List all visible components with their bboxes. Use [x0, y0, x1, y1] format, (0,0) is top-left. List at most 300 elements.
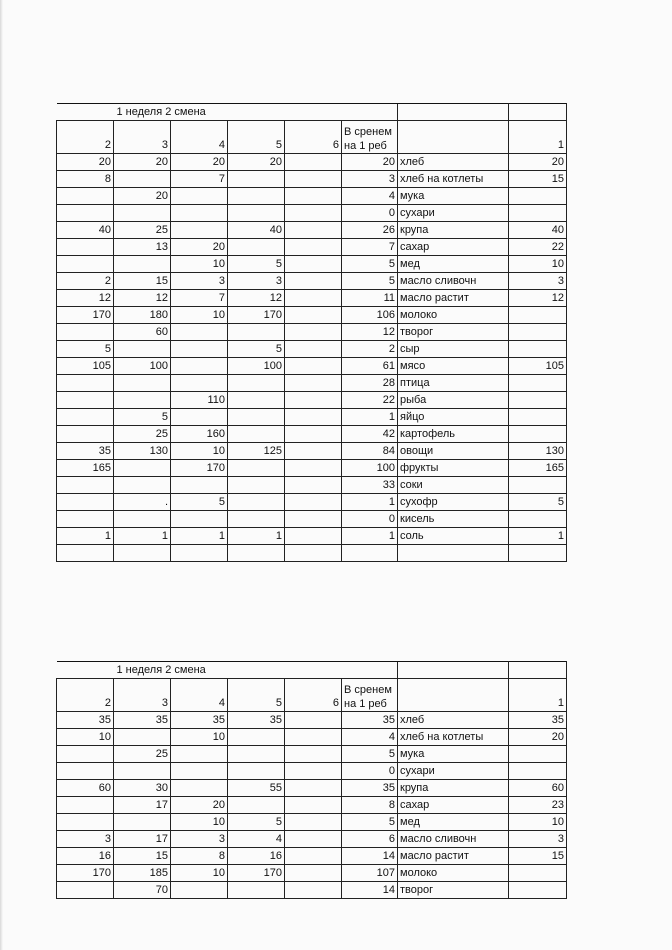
quantity-cell — [228, 239, 285, 256]
quantity-cell — [285, 256, 342, 273]
quantity-cell — [114, 477, 171, 494]
header-average-per-child: В сренем на 1 реб — [342, 121, 398, 154]
quantity-cell: 3 — [509, 273, 567, 290]
product-name-cell: молоко — [398, 307, 509, 324]
header-day-2: 2 — [57, 121, 114, 154]
quantity-cell: 3 — [171, 273, 228, 290]
quantity-cell — [228, 511, 285, 528]
quantity-cell — [228, 545, 285, 562]
header-day-5: 5 — [228, 679, 285, 712]
quantity-cell — [57, 797, 114, 814]
product-name-cell: крупа — [398, 780, 509, 797]
quantity-cell — [228, 460, 285, 477]
quantity-cell: 16 — [57, 848, 114, 865]
quantity-cell: 10 — [171, 443, 228, 460]
quantity-cell: 12 — [509, 290, 567, 307]
quantity-cell — [285, 477, 342, 494]
table-row — [57, 545, 567, 562]
product-name-cell: творог — [398, 324, 509, 341]
table-row — [57, 154, 567, 171]
quantity-cell: 55 — [228, 780, 285, 797]
quantity-cell — [285, 494, 342, 511]
menu-table-1 — [56, 103, 567, 562]
quantity-cell: 20 — [509, 154, 567, 171]
quantity-cell — [509, 477, 567, 494]
table-row — [57, 273, 567, 290]
average-cell: 106 — [342, 307, 398, 324]
header-day-6: 6 — [285, 679, 342, 712]
quantity-cell — [171, 188, 228, 205]
quantity-cell — [509, 324, 567, 341]
quantity-cell: 170 — [171, 460, 228, 477]
quantity-cell — [171, 882, 228, 899]
quantity-cell — [285, 528, 342, 545]
quantity-cell: 23 — [509, 797, 567, 814]
average-cell: 84 — [342, 443, 398, 460]
header-day-5: 5 — [228, 121, 285, 154]
quantity-cell — [285, 426, 342, 443]
quantity-cell — [171, 763, 228, 780]
quantity-cell: 22 — [509, 239, 567, 256]
quantity-cell: 10 — [57, 729, 114, 746]
product-name-cell: масло сливочн — [398, 831, 509, 848]
quantity-cell: 10 — [171, 814, 228, 831]
table-row — [57, 341, 567, 358]
quantity-cell: 170 — [228, 865, 285, 882]
table-row — [57, 324, 567, 341]
table-row — [57, 222, 567, 239]
quantity-cell: 3 — [509, 831, 567, 848]
quantity-cell — [57, 477, 114, 494]
average-cell: 100 — [342, 460, 398, 477]
quantity-cell: 60 — [509, 780, 567, 797]
quantity-cell: 40 — [228, 222, 285, 239]
quantity-cell: 105 — [509, 358, 567, 375]
header-product — [398, 679, 509, 712]
product-name-cell: кисель — [398, 511, 509, 528]
average-cell: 61 — [342, 358, 398, 375]
quantity-cell — [114, 511, 171, 528]
quantity-cell: 35 — [57, 443, 114, 460]
quantity-cell: 10 — [171, 865, 228, 882]
quantity-cell: 15 — [509, 848, 567, 865]
quantity-cell — [285, 358, 342, 375]
header-day-3: 3 — [114, 121, 171, 154]
table-row — [57, 882, 567, 899]
quantity-cell: 100 — [228, 358, 285, 375]
average-cell: 2 — [342, 341, 398, 358]
average-cell: 5 — [342, 814, 398, 831]
quantity-cell: 20 — [57, 154, 114, 171]
quantity-cell: 10 — [171, 256, 228, 273]
title-blank-cell — [398, 662, 509, 679]
quantity-cell: 165 — [57, 460, 114, 477]
product-name-cell: овощи — [398, 443, 509, 460]
table-row — [57, 511, 567, 528]
quantity-cell — [228, 763, 285, 780]
quantity-cell: 20 — [171, 154, 228, 171]
quantity-cell — [285, 324, 342, 341]
quantity-cell — [509, 307, 567, 324]
quantity-cell: 35 — [114, 712, 171, 729]
quantity-cell — [228, 494, 285, 511]
product-name-cell: сухари — [398, 205, 509, 222]
quantity-cell — [57, 494, 114, 511]
header-day-2: 2 — [57, 679, 114, 712]
quantity-cell — [57, 375, 114, 392]
product-name-cell: яйцо — [398, 409, 509, 426]
quantity-cell: 35 — [509, 712, 567, 729]
table-row — [57, 443, 567, 460]
table-row — [57, 494, 567, 511]
table-row — [57, 188, 567, 205]
quantity-cell: 1 — [171, 528, 228, 545]
product-name-cell: молоко — [398, 865, 509, 882]
quantity-cell: 5 — [228, 814, 285, 831]
quantity-cell: 10 — [171, 307, 228, 324]
quantity-cell — [285, 375, 342, 392]
quantity-cell: 110 — [171, 392, 228, 409]
quantity-cell — [285, 814, 342, 831]
quantity-cell: 35 — [57, 712, 114, 729]
product-name-cell: крупа — [398, 222, 509, 239]
table-row — [57, 712, 567, 729]
quantity-cell: 170 — [57, 865, 114, 882]
average-cell: 3 — [342, 171, 398, 188]
quantity-cell — [228, 188, 285, 205]
quantity-cell: 3 — [171, 831, 228, 848]
table-row — [57, 729, 567, 746]
quantity-cell: 1 — [228, 528, 285, 545]
header-day-4: 4 — [171, 121, 228, 154]
quantity-cell — [171, 409, 228, 426]
table-row — [57, 780, 567, 797]
quantity-cell — [285, 239, 342, 256]
quantity-cell — [509, 763, 567, 780]
quantity-cell: 10 — [509, 256, 567, 273]
title-blank-cell — [342, 104, 398, 121]
product-name-cell: сыр — [398, 341, 509, 358]
table-row — [57, 239, 567, 256]
quantity-cell: 12 — [57, 290, 114, 307]
table-row — [57, 256, 567, 273]
average-cell: 11 — [342, 290, 398, 307]
quantity-cell — [228, 392, 285, 409]
average-cell: 14 — [342, 848, 398, 865]
table-row — [57, 746, 567, 763]
average-cell: 35 — [342, 780, 398, 797]
average-cell: 4 — [342, 188, 398, 205]
quantity-cell — [57, 409, 114, 426]
product-name-cell: соль — [398, 528, 509, 545]
quantity-cell — [57, 426, 114, 443]
quantity-cell — [57, 188, 114, 205]
quantity-cell: 5 — [228, 341, 285, 358]
table-row — [57, 290, 567, 307]
average-cell: 28 — [342, 375, 398, 392]
quantity-cell: 17 — [114, 831, 171, 848]
product-name-cell: масло растит — [398, 848, 509, 865]
quantity-cell: 40 — [57, 222, 114, 239]
quantity-cell: 2 — [57, 273, 114, 290]
quantity-cell: 5 — [114, 409, 171, 426]
quantity-cell — [114, 256, 171, 273]
quantity-cell — [285, 154, 342, 171]
product-name-cell: мука — [398, 746, 509, 763]
title-blank-cell — [398, 104, 509, 121]
quantity-cell — [57, 239, 114, 256]
average-cell: 107 — [342, 865, 398, 882]
quantity-cell — [285, 780, 342, 797]
quantity-cell: 12 — [228, 290, 285, 307]
quantity-cell: 60 — [57, 780, 114, 797]
quantity-cell — [509, 392, 567, 409]
quantity-cell — [285, 882, 342, 899]
quantity-cell — [509, 341, 567, 358]
quantity-cell — [509, 746, 567, 763]
quantity-cell: 5 — [171, 494, 228, 511]
quantity-cell — [171, 780, 228, 797]
quantity-cell — [285, 511, 342, 528]
average-cell: 12 — [342, 324, 398, 341]
quantity-cell: 165 — [509, 460, 567, 477]
quantity-cell: 20 — [171, 797, 228, 814]
quantity-cell — [171, 477, 228, 494]
quantity-cell — [57, 256, 114, 273]
quantity-cell — [285, 341, 342, 358]
quantity-cell: 1 — [509, 528, 567, 545]
quantity-cell — [57, 392, 114, 409]
quantity-cell — [228, 426, 285, 443]
quantity-cell: 105 — [57, 358, 114, 375]
product-name-cell: соки — [398, 477, 509, 494]
product-name-cell: хлеб — [398, 712, 509, 729]
quantity-cell — [57, 763, 114, 780]
quantity-cell — [57, 882, 114, 899]
average-cell: 1 — [342, 528, 398, 545]
quantity-cell: 7 — [171, 290, 228, 307]
quantity-cell — [57, 746, 114, 763]
quantity-cell — [509, 188, 567, 205]
product-name-cell: мед — [398, 814, 509, 831]
quantity-cell: 35 — [228, 712, 285, 729]
quantity-cell: 5 — [228, 256, 285, 273]
quantity-cell: 130 — [114, 443, 171, 460]
table-row — [57, 392, 567, 409]
quantity-cell: 100 — [114, 358, 171, 375]
quantity-cell — [509, 545, 567, 562]
quantity-cell: 25 — [114, 746, 171, 763]
quantity-cell: 15 — [114, 848, 171, 865]
quantity-cell: 185 — [114, 865, 171, 882]
quantity-cell: 15 — [114, 273, 171, 290]
quantity-cell: 170 — [57, 307, 114, 324]
quantity-cell: 12 — [114, 290, 171, 307]
quantity-cell — [171, 324, 228, 341]
quantity-cell — [228, 205, 285, 222]
quantity-cell: 5 — [57, 341, 114, 358]
quantity-cell — [285, 831, 342, 848]
quantity-cell — [285, 712, 342, 729]
quantity-cell — [285, 188, 342, 205]
average-cell: 0 — [342, 511, 398, 528]
product-name-cell: сухари — [398, 763, 509, 780]
average-cell: 5 — [342, 256, 398, 273]
average-cell: 4 — [342, 729, 398, 746]
quantity-cell — [171, 222, 228, 239]
table-row — [57, 205, 567, 222]
quantity-cell: 60 — [114, 324, 171, 341]
quantity-cell — [114, 205, 171, 222]
quantity-cell — [285, 865, 342, 882]
table-row — [57, 358, 567, 375]
average-cell: 20 — [342, 154, 398, 171]
table-header-row — [57, 121, 567, 154]
quantity-cell — [285, 409, 342, 426]
table-row — [57, 477, 567, 494]
average-cell: 42 — [342, 426, 398, 443]
quantity-cell — [57, 205, 114, 222]
quantity-cell — [57, 324, 114, 341]
quantity-cell: 1 — [114, 528, 171, 545]
quantity-cell: 160 — [171, 426, 228, 443]
title-blank-cell — [509, 104, 567, 121]
quantity-cell — [228, 409, 285, 426]
product-name-cell: сахар — [398, 239, 509, 256]
quantity-cell — [285, 443, 342, 460]
average-cell: 35 — [342, 712, 398, 729]
quantity-cell — [57, 545, 114, 562]
quantity-cell — [114, 375, 171, 392]
table-row — [57, 307, 567, 324]
product-name-cell: картофель — [398, 426, 509, 443]
average-cell: 5 — [342, 273, 398, 290]
table-row — [57, 171, 567, 188]
quantity-cell — [285, 290, 342, 307]
quantity-cell — [114, 171, 171, 188]
quantity-cell — [509, 205, 567, 222]
product-name-cell — [398, 545, 509, 562]
quantity-cell: 40 — [509, 222, 567, 239]
title-blank-cell — [509, 662, 567, 679]
header-day-3: 3 — [114, 679, 171, 712]
quantity-cell — [228, 477, 285, 494]
average-cell: 1 — [342, 409, 398, 426]
product-name-cell: фрукты — [398, 460, 509, 477]
quantity-cell: 70 — [114, 882, 171, 899]
table-row — [57, 426, 567, 443]
quantity-cell: 20 — [228, 154, 285, 171]
quantity-cell: 20 — [509, 729, 567, 746]
quantity-cell — [228, 746, 285, 763]
quantity-cell — [285, 392, 342, 409]
table-row — [57, 375, 567, 392]
quantity-cell: 8 — [171, 848, 228, 865]
quantity-cell: 20 — [114, 188, 171, 205]
table-row — [57, 460, 567, 477]
quantity-cell: 10 — [171, 729, 228, 746]
header-product — [398, 121, 509, 154]
quantity-cell: 130 — [509, 443, 567, 460]
quantity-cell — [57, 511, 114, 528]
quantity-cell: 170 — [228, 307, 285, 324]
page-edge — [0, 0, 3, 950]
quantity-cell: 3 — [228, 273, 285, 290]
product-name-cell: мясо — [398, 358, 509, 375]
quantity-cell — [57, 814, 114, 831]
quantity-cell — [228, 729, 285, 746]
average-cell: 26 — [342, 222, 398, 239]
quantity-cell: 15 — [509, 171, 567, 188]
product-name-cell: мука — [398, 188, 509, 205]
table-row — [57, 797, 567, 814]
quantity-cell — [228, 375, 285, 392]
product-name-cell: хлеб на котлеты — [398, 729, 509, 746]
quantity-cell — [285, 307, 342, 324]
quantity-cell — [509, 511, 567, 528]
quantity-cell — [114, 392, 171, 409]
quantity-cell — [114, 729, 171, 746]
table-row — [57, 763, 567, 780]
product-name-cell: сухофр — [398, 494, 509, 511]
quantity-cell — [285, 746, 342, 763]
quantity-cell — [285, 545, 342, 562]
quantity-cell — [228, 797, 285, 814]
quantity-cell — [114, 814, 171, 831]
quantity-cell: 25 — [114, 222, 171, 239]
product-name-cell: сахар — [398, 797, 509, 814]
product-name-cell: масло растит — [398, 290, 509, 307]
average-cell: 1 — [342, 494, 398, 511]
quantity-cell: 7 — [171, 171, 228, 188]
header-day-4: 4 — [171, 679, 228, 712]
quantity-cell: 8 — [57, 171, 114, 188]
menu-table-2 — [56, 661, 567, 899]
quantity-cell — [285, 222, 342, 239]
quantity-cell — [285, 205, 342, 222]
quantity-cell — [171, 341, 228, 358]
quantity-cell: 17 — [114, 797, 171, 814]
quantity-cell: . — [114, 494, 171, 511]
quantity-cell: 25 — [114, 426, 171, 443]
quantity-cell — [509, 882, 567, 899]
header-day-6: 6 — [285, 121, 342, 154]
quantity-cell — [171, 358, 228, 375]
table-title-row — [57, 104, 567, 121]
quantity-cell — [285, 797, 342, 814]
quantity-cell — [171, 545, 228, 562]
quantity-cell: 35 — [171, 712, 228, 729]
table-header-row — [57, 679, 567, 712]
average-cell: 33 — [342, 477, 398, 494]
table-row — [57, 848, 567, 865]
quantity-cell — [509, 426, 567, 443]
quantity-cell — [285, 729, 342, 746]
product-name-cell: творог — [398, 882, 509, 899]
quantity-cell — [285, 171, 342, 188]
table-title-row — [57, 662, 567, 679]
header-day-1: 1 — [509, 121, 567, 154]
average-cell: 7 — [342, 239, 398, 256]
quantity-cell — [114, 545, 171, 562]
quantity-cell: 10 — [509, 814, 567, 831]
product-name-cell: птица — [398, 375, 509, 392]
quantity-cell: 5 — [509, 494, 567, 511]
quantity-cell: 13 — [114, 239, 171, 256]
product-name-cell: масло сливочн — [398, 273, 509, 290]
quantity-cell — [509, 865, 567, 882]
product-name-cell: рыба — [398, 392, 509, 409]
